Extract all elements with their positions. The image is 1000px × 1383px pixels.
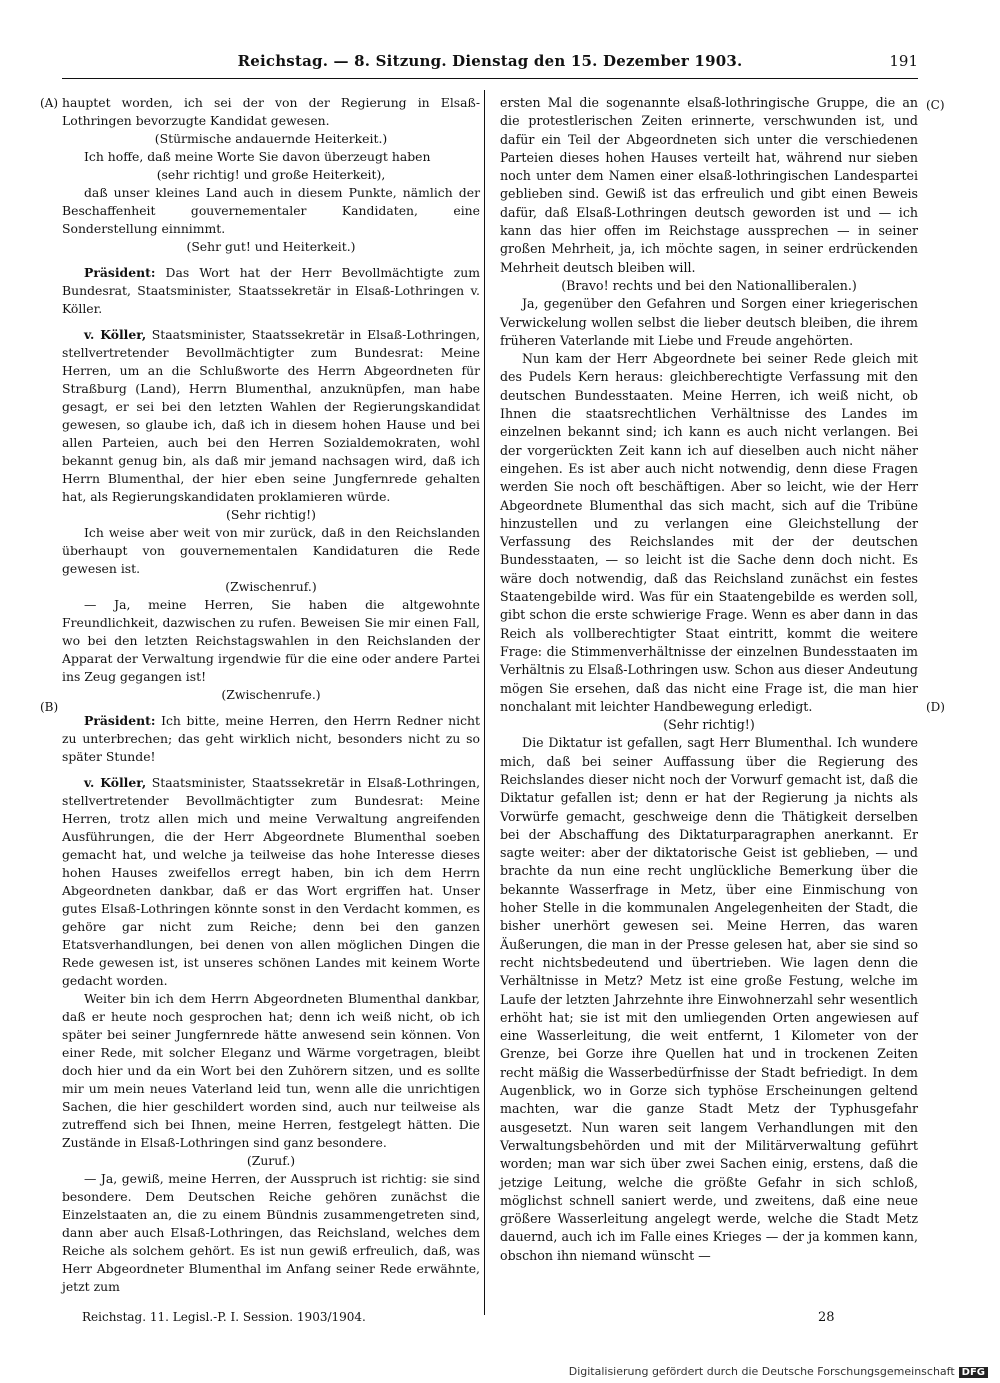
speaker-paragraph (62, 264, 480, 318)
speaker-name: v. Köller, (84, 327, 147, 342)
paragraph: Ich hoffe, daß meine Worte Sie davon überzeugt haben (84, 149, 431, 164)
paragraph: Weiter bin ich dem Herrn Abgeordneten Blumenthal dankbar, daß er heute noch gesprochen hat; denn ich weiß nicht, ob ich später bei seiner Jungfernrede hätte anwesend sein können. Von einer Rede, mit solcher Eleganz und Wärme vorgetragen, bleibt doch hier und da ein Wort bei den Zuhörern sitzen, und es sollte mir um mein neues Vaterland leid tun, wenn alle die unrichtigen Sachen, die hier geschildert worden sind, auch nur teilweise als zutreffend sich bei Ihnen, meine Herren, festgelegt hätten. Die Zustände in Elsaß-Lothringen sind ganz besondere. (62, 991, 480, 1150)
paragraph: Ja, gegenüber den Gefahren und Sorgen einer kriegerischen Verwickelung wollen selbst die lieber deutsch bleiben, die ihrem früheren Vaterlande mit Liebe und Freude angehörten. (500, 296, 918, 348)
interjection: (Zuruf.) (246, 1153, 296, 1168)
speaker-name: Präsident: (84, 265, 156, 280)
interjection: (Sehr gut! und Heiterkeit.) (186, 239, 356, 254)
interjection: (Zwischenrufe.) (221, 687, 321, 702)
digitization-credit (569, 1365, 988, 1378)
paragraph: — Ja, gewiß, meine Herren, der Ausspruch ist richtig: sie sind besondere. Dem Deutschen Reiche gehören zunächst die Einzelstaaten an, die zu einem Bündnis zusammengetreten sind, dann aber auch Elsaß-Lothringen, das Reichsland, welches dem Reiche als solchem gehört. Es ist nun gewiß erfreulich, daß, was Herr Abgeordneter Blumenthal im Anfang seiner Rede erwähnte, jetzt zum (62, 1171, 480, 1294)
paragraph: Nun kam der Herr Abgeordnete bei seiner Rede gleich mit des Pudels Kern heraus: gleichberechtigte Verfassung mit den deutschen Bundesstaaten. Meine Herren, ich weiß nicht, ob Ihnen die staatsrechtlichen Verhältnisse des Landes im einzelnen bekannt sind; ich kann es auch nicht verlangen. Bei der vorgerückten Zeit kann ich auf dieselben auch nicht näher eingehen. Es ist aber auch nicht notwendig, denn diese Fragen werden Sie noch oft beschäftigen. Aber so leicht, wie der Herr Abgeordnete Blumenthal das sich macht, sich auf die Tribüne hinzustellen und zu verlangen eine Gleichstellung der Verfassung des Reichslandes mit der der deutschen Bundesstaaten, — so leicht ist die Sache denn doch nicht. Es wäre doch notwendig, daß das Reichsland zunächst ein festes Staatengebilde wird. Was für ein Staatengebilde es werden soll, gibt schon die erste schwierige Frage. Wenn es aber dann in das Reich als vollberechtigter Staat eintritt, kommt die weitere Frage: die Stimmenverhältnisse der einzelnen Bundesstaaten im Verhältnis zu Elsaß-Lothringen usw. Schon aus dieser Andeutung mögen Sie ersehen, daß das nicht eine Frage ist, die man hier nonchalant mit leichter Handbewegung erledigt. (500, 351, 918, 714)
interjection: (Bravo! rechts und bei den Nationalliberalen.) (561, 277, 857, 293)
margin-marker-d: (D) (926, 700, 945, 714)
speaker-name: Präsident: (84, 713, 156, 728)
speaker-paragraph (62, 774, 480, 990)
interjection: (Sehr richtig!) (663, 717, 755, 733)
interjection: (sehr richtig! und große Heiterkeit), (156, 167, 386, 182)
paragraph: ersten Mal die sogenannte elsaß-lothringische Gruppe, die an die protestlerischen Zeiten erinnerte, verschwunden ist, und dafür ein Teil der Abgeordneten sich unter die verschiedenen Parteien dieses hohen Hauses verteilt hat, während nur sieben noch unter dem Namen einer elsaß-lothringischen Landespartei geblieben sind. Gewiß ist das erfreulich und gibt einen Beweis dafür, daß Elsaß-Lothringen deutsch geworden ist und — ich kann das hier offen im Reichstage aussprechen — in seiner großen Mehrheit, ja, ich möchte sagen, in seiner erdrückenden Mehrheit deutsch bleiben will. (500, 95, 918, 275)
running-header (62, 52, 918, 76)
paragraph: Ich weise aber weit von mir zurück, daß in den Reichslanden überhaupt von gouvernementalen Kandidaturen die Rede gewesen ist. (62, 525, 480, 576)
right-column (500, 94, 918, 1265)
speaker-paragraph (62, 712, 480, 766)
credit-text: Digitalisierung gefördert durch die Deutsche Forschungsgemeinschaft (568, 1365, 955, 1378)
dfg-logo: DFG (959, 1367, 988, 1378)
footer-imprint: Reichstag. 11. Legisl.-P. I. Session. 1903/1904. (82, 1310, 366, 1324)
header-title: Reichstag. — 8. Sitzung. Dienstag den 15. Dezember 1903. (237, 52, 743, 70)
left-column (62, 94, 480, 1296)
speech-text: Ich bitte, meine Herren, den Herrn Redner nicht zu unterbrechen; das geht wirklich nicht, besonders nicht zu so später Stunde! (62, 713, 480, 764)
speaker-paragraph (62, 326, 480, 506)
paragraph: — Ja, meine Herren, Sie haben die altgewohnte Freundlichkeit, dazwischen zu rufen. Beweisen Sie mir einen Fall, wo bei den letzten Reichstagswahlen in den Reichslanden der Apparat der Verwaltung irgendwie für die eine oder andere Partei ins Zeug gegangen ist! (62, 597, 480, 684)
speech-text: Staatsminister, Staatssekretär in Elsaß-Lothringen, stellvertretender Bevollmächtigter zum Bundesrat: Meine Herren, um an die Schlußworte des Herrn Abgeordneten für Straßburg (Land), Herrn Blumenthal, anzuknüpfen, man habe gesagt, er sei bei den letzten Wahlen der Regierungskandidat gewesen, so glaube ich, daß ich in diesem hohen Hause und bei allen Parteien, auch bei den Herren Sozialdemokraten, wohl bekannt genug bin, als daß mir jemand nachsagen wird, daß ich Herrn Blumenthal, der hier eben seine Jungfernrede gehalten hat, als Regierungskandidaten proklamieren würde. (62, 327, 481, 504)
speech-text: Das Wort hat der Herr Bevollmächtigte zum Bundesrat, Staatsminister, Staatssekretär in Elsaß-Lothringen v. Köller. (62, 265, 480, 316)
page-number: 191 (889, 52, 918, 70)
paragraph: daß unser kleines Land auch in diesem Punkte, nämlich der Beschaffenheit gouvernementaler Kandidaten, eine Sonderstellung einnimmt. (62, 185, 480, 236)
paragraph: Die Diktatur ist gefallen, sagt Herr Blumenthal. Ich wundere mich, daß bei seiner Auffassung über die Regierung des Reichslandes dieser nicht noch der Vorwurf gemacht ist, daß die Diktatur gefallen ist; denn er hat der Regierung ja nichts als Vorwürfe gemacht, geschweige denn die Thätigkeit derselben bei der Abschaffung des Diktaturparagraphen anerkannt. Er sagte weiter: aber der diktatorische Geist ist geblieben, — und brachte da nun eine recht unglückliche Bemerkung über die bekannte Wasserfrage in Metz, über eine Einmischung von hoher Stelle in die kommunalen Angelegenheiten der Stadt, die bisher unerhört gewesen sei. Meine Herren, das waren Äußerungen, die man in der Presse gelesen hat, aber sie sind so recht nichtsbedeutend und übertrieben. Wie lagen denn die Verhältnisse in Metz? Metz ist eine große Festung, welche im Laufe der letzten Jahrzehnte ihre Einwohnerzahl sehr wesentlich erhöht hat; sie ist mit den umliegenden Orten angewiesen auf eine Wasserleitung, die weit entfernt, 1 Kilometer von der Grenze, bei Gorze ihre Quellen hat und in trockenen Zeiten recht mäßig die Wasserbedürfnisse der Stadt befriedigt. In dem Augenblick, wo in Gorze sich typhöse Erscheinungen geltend machten, war die ganze Stadt Metz der Typhusgefahr ausgesetzt. Nun waren seit langem Verhandlungen mit den Verwaltungsbehörden und mit der Militärverwaltung geführt worden; man war sich über zwei Sachen einig, erstens, daß die jetzige Leitung, welche die größte Gefahr in sich schloß, möglichst schnell saniert werde, und zweitens, daß eine neue größere Wasserleitung angelegt werde, welche die Stadt Metz dauernd, auch ich im Falle eines Krieges — der ja kommen kann, obschon ihn niemand wünscht — (500, 735, 918, 1263)
interjection: (Zwischenruf.) (225, 579, 317, 594)
interjection: (Stürmische andauernde Heiterkeit.) (154, 131, 388, 146)
interjection: (Sehr richtig!) (226, 507, 316, 522)
header-rule (62, 78, 918, 79)
margin-marker-c: (C) (926, 98, 945, 112)
column-divider (484, 90, 485, 1315)
paragraph: hauptet worden, ich sei der von der Regierung in Elsaß-Lothringen bevorzugte Kandidat gewesen. (62, 95, 480, 128)
footer-signature: 28 (818, 1310, 835, 1325)
speech-text: Staatsminister, Staatssekretär in Elsaß-Lothringen, stellvertretender Bevollmächtigter zum Bundesrat: Meine Herren, trotz allen mich und meine Verwaltung angreifenden Ausführungen, die der Herr Abgeordnete Blumenthal soeben gemacht hat, und welche ja teilweise das hohe Interesse dieses hohen Hauses zweifellos erregt haben, bin ich dem Herrn Abgeordneten dankbar, daß er das Wort ergriffen hat. Unser gutes Elsaß-Lothringen könnte sonst in den Verdacht kommen, es gehöre gar nicht zum Reiche; denn bei den ganzen Etatsverhandlungen, bei denen von allen möglichen Dingen die Rede gewesen ist, ist unseres schönen Landes mit keinem Worte gedacht worden. (62, 775, 481, 988)
margin-marker-b: (B) (40, 700, 59, 714)
margin-marker-a: (A) (40, 96, 59, 110)
speaker-name: v. Köller, (84, 775, 147, 790)
